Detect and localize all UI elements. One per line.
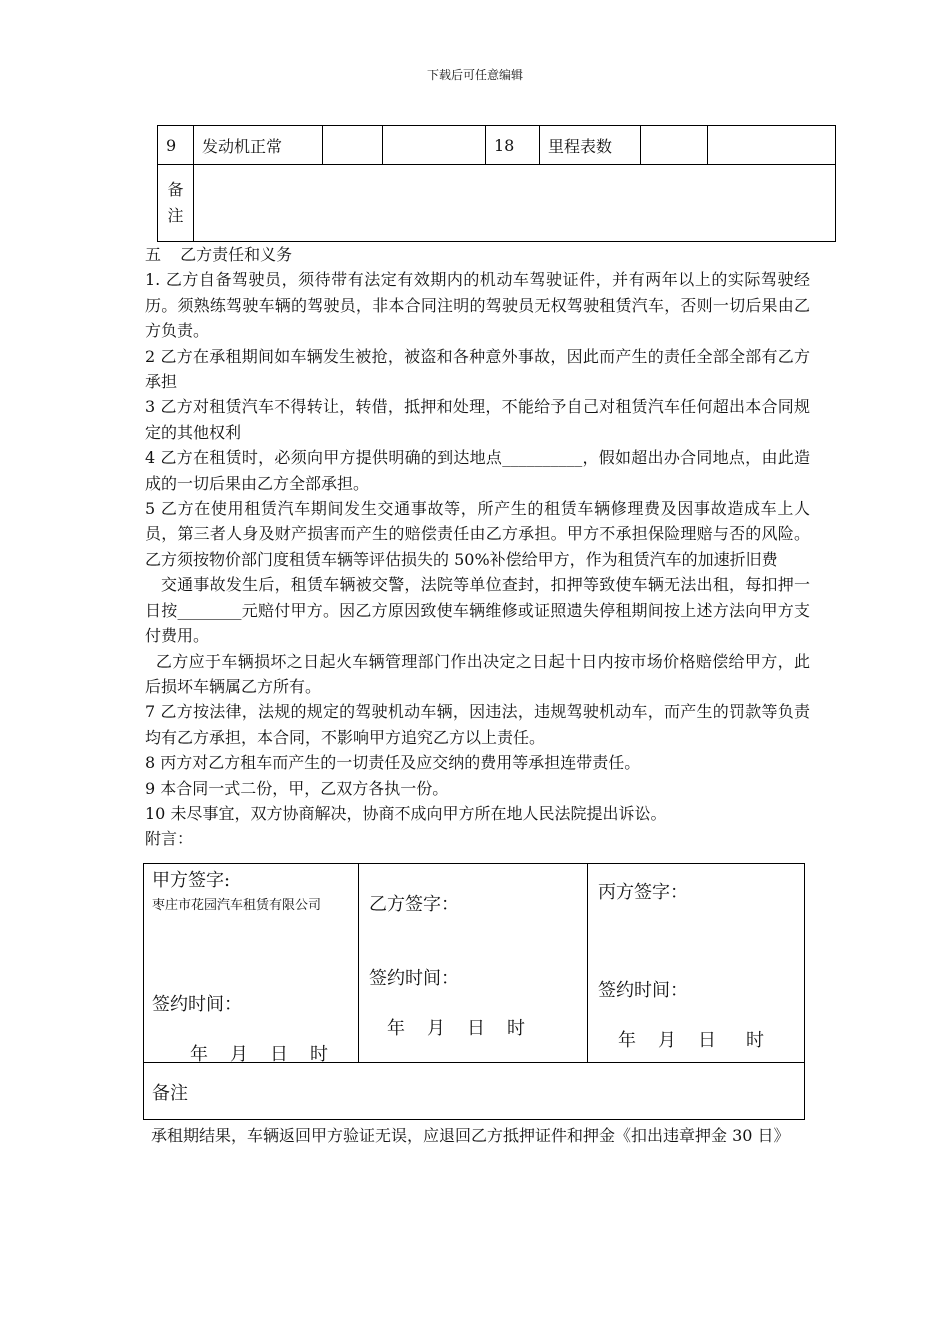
remark-content-cell [194,165,836,242]
empty-cell [708,126,836,165]
sign-time-label: 签约时间： [152,994,242,1015]
sign-time-label: 签约时间： [369,968,459,989]
item-number-cell: 9 [158,126,194,165]
party-a-company: 枣庄市花园汽车租赁有限公司 [152,898,322,913]
item-name-cell: 里程表数 [540,126,641,165]
clause: 10 未尽事宜，双方协商解决，协商不成向甲方所在地人民法院提出诉讼。 [145,803,667,823]
page-header: 下载后可任意编辑 [426,68,523,82]
item-number-cell: 18 [486,126,540,165]
clause: 交通事故发生后，租赁车辆被交警，法院等单位查封，扣押等致使车辆无法出租，每扣押一日按________元赔付甲方。因乙方原因致使车辆维修或证照遗失停租期间按上述方法向甲方支付费用。 [145,575,810,646]
party-c-cell [588,864,805,1063]
clause: 乙方应于车辆损坏之日起火车辆管理部门作出决定之日起十日内按市场价格赔偿给甲方，此后损坏车辆属乙方所有。 [145,651,810,696]
clause: 8 丙方对乙方租车而产生的一切责任及应交纳的费用等承担连带责任。 [145,753,641,773]
hour-unit: 时 [507,1018,525,1039]
clause: 2 乙方在承租期间如车辆发生被抢，被盗和各种意外事故，因此而产生的责任全部全部有乙方承担 [145,346,810,392]
contract-body [145,242,810,852]
sign-time-label: 签约时间： [598,980,688,1001]
section-title: 五 乙方责任和义务 [145,245,293,264]
signature-row [144,864,805,1063]
date-units [618,1026,786,1052]
hour-unit: 时 [746,1030,764,1051]
date-units [387,1014,547,1040]
remark-row [144,1063,805,1120]
appendix-label: 附言： [145,829,194,849]
remark-label: 备注 [152,1083,188,1104]
day-unit: 日 [467,1018,485,1039]
clause: 7 乙方按法律，法规的规定的驾驶机动车辆，因违法，违规驾驶机动车，而产生的罚款等负责均有乙方承担，本合同，不影响甲方追究乙方以上责任。 [145,702,810,747]
clause: 9 本合同一式二份，甲，乙双方各执一份。 [145,778,449,798]
clause: 1. 乙方自备驾驶员，须待带有法定有效期内的机动车驾驶证件，并有两年以上的实际驾驶经历。须熟练驾驶车辆的驾驶员，非本合同注明的驾驶员无权驾驶租赁汽车，否则一切后果由乙方负责。 [145,270,810,341]
empty-cell [383,126,486,165]
hour-unit: 时 [310,1044,328,1065]
inspection-table [157,125,836,242]
clause: 3 乙方对租赁汽车不得转让，转借，抵押和处理，不能给予自己对租赁汽车任何超出本合同规定的其他权利 [145,397,810,442]
clause: 5 乙方在使用租赁汽车期间发生交通事故等，所产生的租赁车辆修理费及因事故造成车上人员，第三者人身及财产损害而产生的赔偿责任由乙方承担。甲方不承担保险理赔与否的风险。乙方须按物价部门度租赁车辆等评估损失的 50%补偿给甲方，作为租赁汽车的加速折旧费 [145,499,810,569]
month-unit: 月 [230,1044,248,1065]
remark-label-char: 注 [167,206,184,225]
day-unit: 日 [270,1044,288,1065]
empty-cell [323,126,383,165]
table-row [158,165,836,242]
year-unit: 年 [387,1018,405,1039]
remark-cell [144,1063,805,1120]
signature-table [143,863,805,1120]
month-unit: 月 [427,1018,445,1039]
empty-cell [641,126,708,165]
year-unit: 年 [618,1030,636,1051]
party-b-cell [359,864,588,1063]
remark-label-cell [158,165,194,242]
day-unit: 日 [698,1030,716,1051]
year-unit: 年 [190,1044,208,1065]
footer-note [145,1123,810,1148]
footer-text: 承租期结果，车辆返回甲方验证无误，应退回乙方抵押证件和押金《扣出违章押金 30 日》 [151,1126,790,1145]
table-row [158,126,836,165]
item-name-cell: 发动机正常 [194,126,323,165]
clause: 4 乙方在租赁时，必须向甲方提供明确的到达地点__________，假如超出办合同地点，由此造成的一切后果由乙方全部承担。 [145,448,810,493]
party-a-cell [144,864,359,1063]
party-a-label: 甲方签字: [152,870,231,891]
remark-label-char: 备 [167,180,184,199]
month-unit: 月 [658,1030,676,1051]
party-c-label: 丙方签字： [598,882,688,903]
party-b-label: 乙方签字： [369,894,459,915]
